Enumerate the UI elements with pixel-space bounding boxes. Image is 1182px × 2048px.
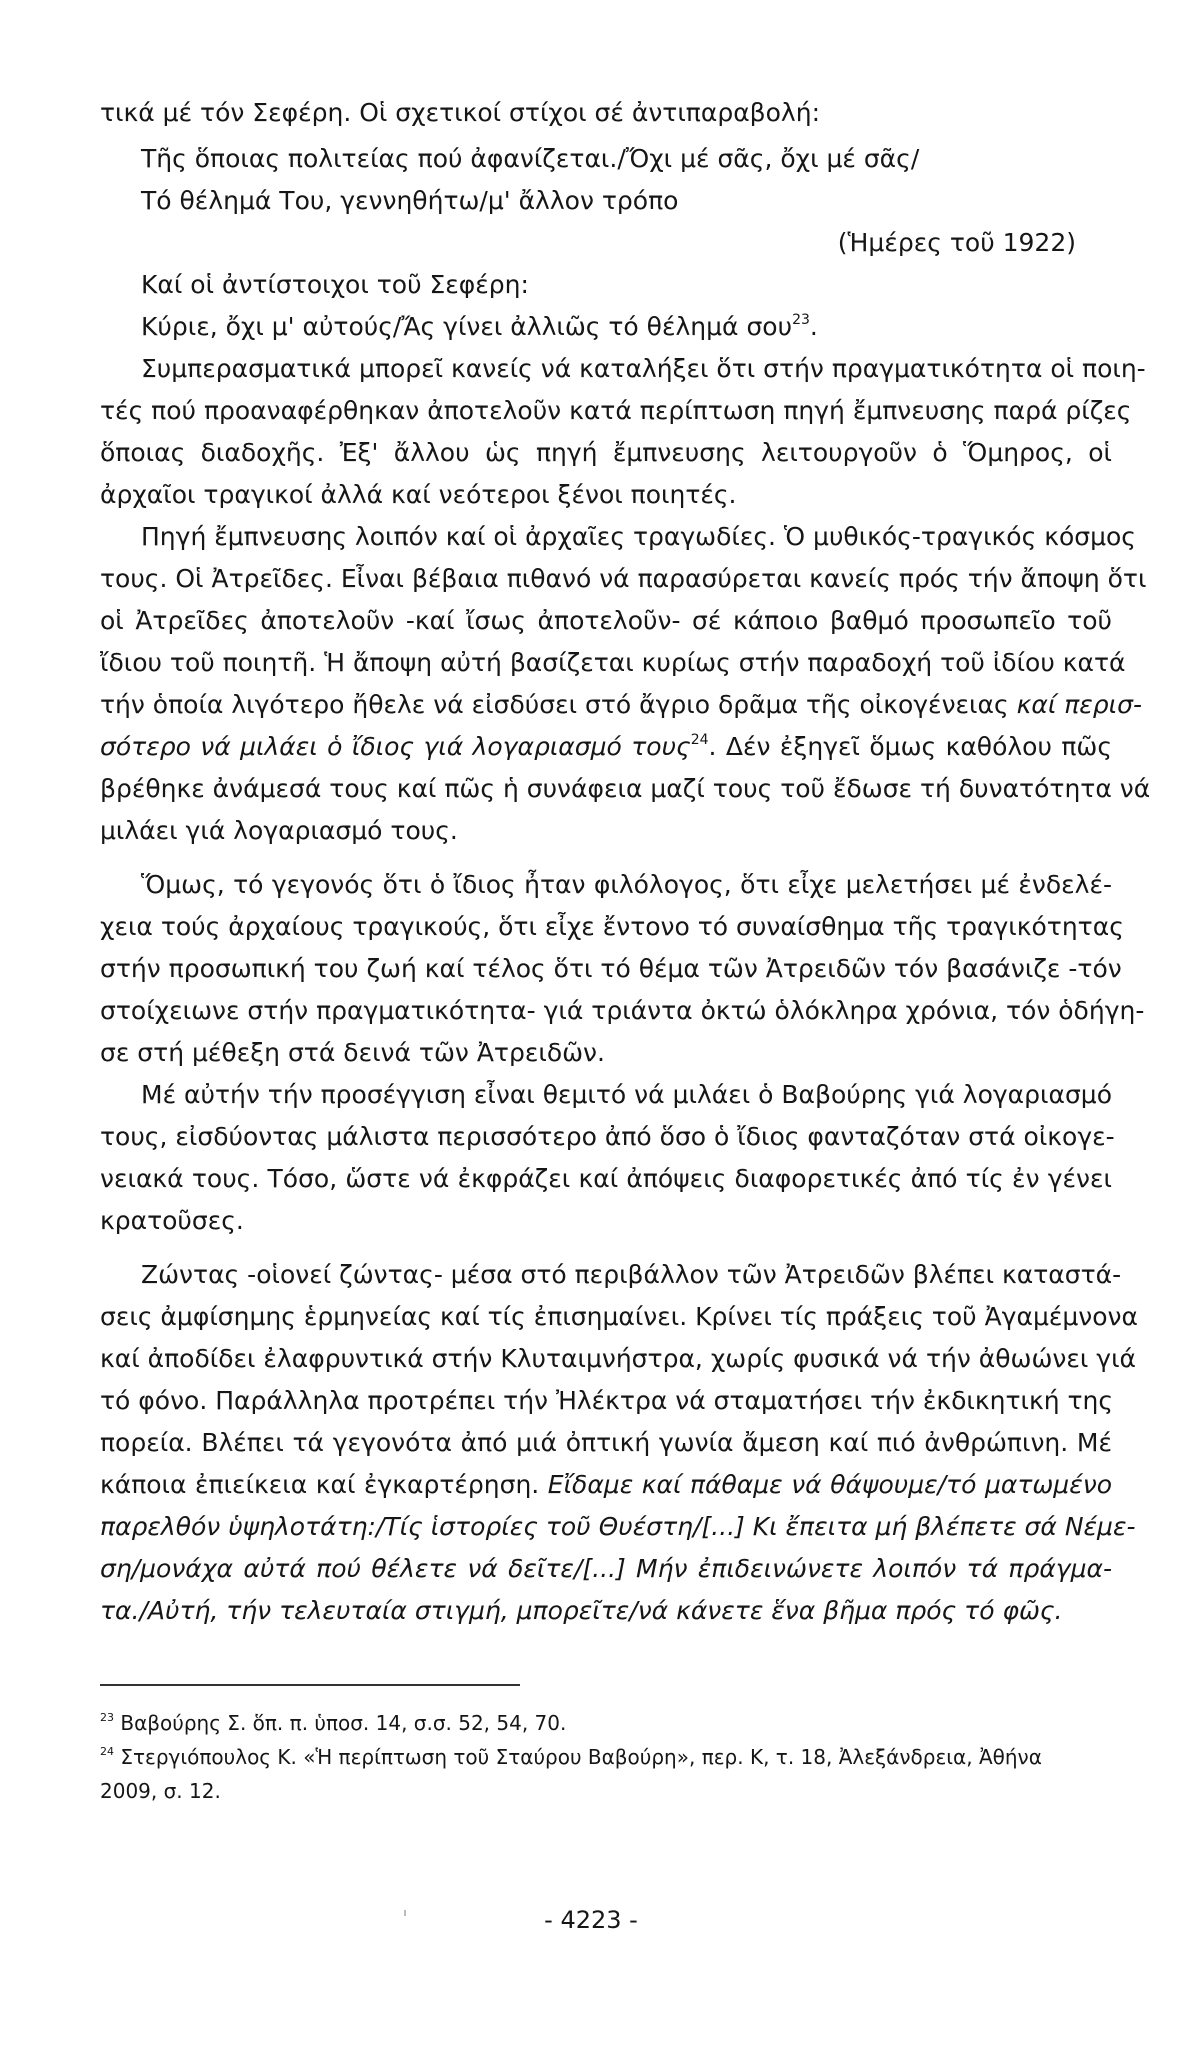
body-line: τους, εἰσδύοντας μάλιστα περισσότερο ἀπό ὅσο ὁ ἴδιος φανταζόταν στά οἰκογε- xyxy=(100,1122,1115,1151)
italic-quote-line: τα./Αὐτή, τήν τελευταία στιγμή, μπορεῖτε/νά κάνετε ἕνα βῆμα πρός τό φῶς. xyxy=(100,1596,1063,1625)
body-line: Πηγή ἔμπνευσης λοιπόν καί οἱ ἀρχαῖες τραγωδίες. Ὁ μυθικός-τραγικός κόσμος xyxy=(141,522,1136,551)
footnote-24 xyxy=(100,1740,1112,1774)
body-line: Ὅμως, τό γεγονός ὅτι ὁ ἴδιος ἦταν φιλόλογος, ὅτι εἶχε μελετήσει μέ ἐνδελέ- xyxy=(141,870,1112,899)
body-line: σε στή μέθεξη στά δεινά τῶν Ἀτρειδῶν. xyxy=(100,1038,605,1067)
body-line xyxy=(100,726,1112,768)
body-line: ἴδιου τοῦ ποιητῆ. Ἡ ἄποψη αὐτή βασίζεται κυρίως στήν παραδοχή τοῦ ἰδίου κατά xyxy=(100,648,1126,677)
body-line: πορεία. Βλέπει τά γεγονότα ἀπό μιά ὀπτική γωνία ἄμεση καί πιό ἀνθρώπινη. Μέ xyxy=(100,1428,1112,1457)
italic-quote: Εἴδαμε καί πάθαμε νά θάψουμε/τό ματωμένο xyxy=(547,1470,1112,1499)
footnote-ref-23[interactable]: 23 xyxy=(792,312,810,328)
body-line: τές πού προαναφέρθηκαν ἀποτελοῦν κατά περίπτωση πηγή ἔμπνευσης παρά ρίζες xyxy=(100,396,1132,425)
verse-text: Κύριε, ὄχι μ' αὐτούς/Ἄς γίνει ἀλλιῶς τό θέλημά σου xyxy=(141,312,793,341)
italic-quote: καί περισ- xyxy=(1016,690,1142,719)
body-line: βρέθηκε ἀνάμεσά τους καί πῶς ἡ συνάφεια μαζί τους τοῦ ἔδωσε τή δυνατότητα νά xyxy=(100,774,1151,803)
footnote-text: Βαβούρης Σ. ὅπ. π. ὑποσ. 14, σ.σ. 52, 54, 70. xyxy=(120,1711,567,1735)
body-text: τήν ὁποία λιγότερο ἤθελε νά εἰσδύσει στό ἄγριο δρᾶμα τῆς οἰκογένειας xyxy=(100,690,1017,719)
body-text: . Δέν ἐξηγεῖ ὅμως καθόλου πῶς xyxy=(708,732,1113,761)
verse-line: Τό θέλημά Του, γεννηθήτω/μ' ἄλλον τρόπο xyxy=(141,186,679,215)
body-line: στοίχειωνε στήν πραγματικότητα- γιά τριάντα ὀκτώ ὁλόκληρα χρόνια, τόν ὁδήγη- xyxy=(100,996,1145,1025)
body-line: ὅποιας διαδοχῆς. Ἐξ' ἄλλου ὡς πηγή ἔμπνευσης λειτουργοῦν ὁ Ὅμηρος, οἱ xyxy=(100,438,1112,467)
body-line: νειακά τους. Τόσο, ὥστε νά ἐκφράζει καί ἀπόψεις διαφορετικές ἀπό τίς ἐν γένει xyxy=(100,1164,1112,1193)
body-line: Συμπερασματικά μπορεῖ κανείς νά καταλήξει ὅτι στήν πραγματικότητα οἱ ποιη- xyxy=(141,354,1146,383)
body-line: Καί οἱ ἀντίστοιχοι τοῦ Σεφέρη: xyxy=(141,270,529,299)
body-line: χεια τούς ἀρχαίους τραγικούς, ὅτι εἶχε ἔντονο τό συναίσθημα τῆς τραγικότητας xyxy=(100,912,1124,941)
body-line: σεις ἀμφίσημης ἑρμηνείας καί τίς ἐπισημαίνει. Κρίνει τίς πράξεις τοῦ Ἀγαμέμνονα xyxy=(100,1302,1138,1331)
body-line: οἱ Ἀτρεῖδες ἀποτελοῦν -καί ἴσως ἀποτελοῦν- σέ κάποιο βαθμό προσωπεῖο τοῦ xyxy=(100,606,1112,635)
body-text: κάποια ἐπιείκεια καί ἐγκαρτέρηση. xyxy=(100,1470,548,1499)
footnote-ref-24[interactable]: 24 xyxy=(690,732,709,748)
body-line: Μέ αὐτήν τήν προσέγγιση εἶναι θεμιτό νά μιλάει ὁ Βαβούρης γιά λογαριασμό xyxy=(141,1080,1112,1109)
footnote-23 xyxy=(100,1706,1112,1740)
footnote-mark: 24 xyxy=(100,1745,114,1758)
body-line xyxy=(100,684,1142,726)
document-body xyxy=(100,92,1151,1808)
italic-quote: σότερο νά μιλάει ὁ ἴδιος γιά λογαριασμό τους xyxy=(100,732,691,761)
verse-end: . xyxy=(809,312,818,341)
body-line: καί ἀποδίδει ἐλαφρυντικά στήν Κλυταιμνήστρα, χωρίς φυσικά νά τήν ἀθωώνει γιά xyxy=(100,1344,1137,1373)
verse-line xyxy=(100,306,1112,348)
body-line: τό φόνο. Παράλληλα προτρέπει τήν Ἠλέκτρα νά σταματήσει τήν ἐκδικητική της xyxy=(100,1386,1114,1415)
body-line: στήν προσωπική του ζωή καί τέλος ὅτι τό θέμα τῶν Ἀτρειδῶν τόν βασάνιζε -τόν xyxy=(100,954,1122,983)
body-line: ἀρχαῖοι τραγικοί ἀλλά καί νεότεροι ξένοι ποιητές. xyxy=(100,480,737,509)
body-line: τικά μέ τόν Σεφέρη. Οἱ σχετικοί στίχοι σέ ἀντιπαραβολή: xyxy=(100,98,820,127)
verse-line: Τῆς ὅποιας πολιτείας πού ἀφανίζεται./Ὄχι μέ σᾶς, ὄχι μέ σᾶς/ xyxy=(141,144,920,173)
footnote-divider xyxy=(100,1684,520,1686)
body-line: μιλάει γιά λογαριασμό τους. xyxy=(100,816,458,845)
verse-source: (Ἡμέρες τοῦ 1922) xyxy=(837,228,1076,257)
page-number: - 4223 - xyxy=(544,1906,638,1934)
body-line: τους. Οἱ Ἀτρεῖδες. Εἶναι βέβαια πιθανό νά παρασύρεται κανείς πρός τήν ἄποψη ὅτι xyxy=(100,564,1147,593)
footnote-24-continued: 2009, σ. 12. xyxy=(100,1779,221,1803)
body-line: κρατοῦσες. xyxy=(100,1206,244,1235)
italic-quote-line: ση/μονάχα αὐτά πού θέλετε νά δεῖτε/[...] Μήν ἐπιδεινώνετε λοιπόν τά πράγμα- xyxy=(100,1554,1112,1583)
footnote-text: Στεργιόπουλος Κ. «Ἡ περίπτωση τοῦ Σταύρου Βαβούρη», περ. Κ, τ. 18, Ἀλεξάνδρεια, Ἀθήνα xyxy=(120,1745,1042,1769)
footnote-mark: 23 xyxy=(100,1711,114,1724)
italic-quote-line: παρελθόν ὑψηλοτάτη:/Τίς ἱστορίες τοῦ Θυέστη/[...] Κι ἔπειτα μή βλέπετε σά Νέμε- xyxy=(100,1512,1136,1541)
body-line: Ζώντας -οἱονεί ζώντας- μέσα στό περιβάλλον τῶν Ἀτρειδῶν βλέπει καταστά- xyxy=(141,1260,1122,1289)
body-line xyxy=(100,1464,1112,1506)
